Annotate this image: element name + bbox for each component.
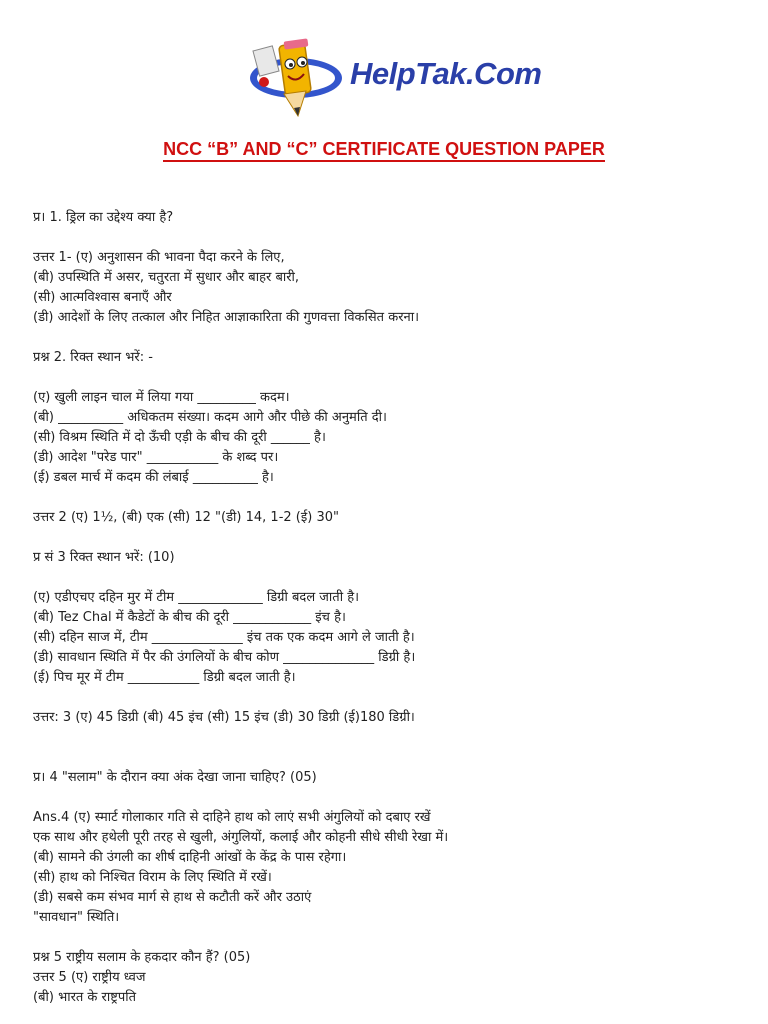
answer-4-line: (बी) सामने की उंगली का शीर्ष दाहिनी आंखों के केंद्र के पास रहेगा। [33,850,347,865]
answer-1-line: (सी) आत्मविश्वास बनाएँ और [33,290,172,305]
answer-2: उत्तर 2 (ए) 1½, (बी) एक (सी) 12 "(डी) 14, 1-2 (ई) 30" [33,510,339,525]
question-3-item: (ए) एडीएचए दहिन मुर में टीम _____________ डिग्री बदल जाती है। [33,590,360,605]
answer-4-line: "सावधान" स्थिति। [33,910,120,925]
answer-4-line: (डी) सबसे कम संभव मार्ग से हाथ से कटौती करें और उठाएं [33,890,312,905]
answer-4-line: Ans.4 (ए) स्मार्ट गोलाकार गति से दाहिने हाथ को लाएं सभी अंगुलियों को दबाए रखें [33,810,431,825]
answer-4-line: एक साथ और हथेली पूरी तरह से खुली, अंगुलियों, कलाई और कोहनी सीधे सीधी रेखा में। [33,830,449,845]
question-5: प्रश्न 5 राष्ट्रीय सलाम के हकदार कौन हैं? (05) [33,950,251,965]
answer-1-line: (डी) आदेशों के लिए तत्काल और निहित आज्ञाकारिता की गुणवत्ता विकसित करना। [33,310,420,325]
question-2-item: (बी) __________ अधिकतम संख्या। कदम आगे और पीछे की अनुमति दी। [33,410,387,425]
helptak-logo [246,38,546,122]
question-3-item: (डी) सावधान स्थिति में पैर की उंगलियों के बीच कोण ______________ डिग्री है। [33,650,416,665]
answer-1-line: उत्तर 1- (ए) अनुशासन की भावना पैदा करने के लिए, [33,250,285,265]
question-3-item: (सी) दहिन साज में, टीम ______________ इंच तक एक कदम आगे ले जाती है। [33,630,415,645]
page-title-text: NCC “B” AND “C” CERTIFICATE QUESTION PAPER [163,139,605,162]
question-2-item: (ई) डबल मार्च में कदम की लंबाई __________ है। [33,470,274,485]
answer-4-line: (सी) हाथ को निश्चित विराम के लिए स्थिति में रखें। [33,870,272,885]
question-2-item: (सी) विश्रम स्थिति में दो ऊँची एड़ी के बीच की दूरी ______ है। [33,430,326,445]
pencil-mascot-icon [246,38,356,122]
question-2: प्रश्न 2. रिक्त स्थान भरें: - [33,350,153,365]
question-4: प्र। 4 "सलाम" के दौरान क्या अंक देखा जाना चाहिए? (05) [33,770,317,785]
question-3-item: (बी) Tez Chal में कैडेटों के बीच की दूरी ____________ इंच है। [33,610,346,625]
logo-text: HelpTak.Com [350,56,542,91]
question-1: प्र। 1. ड्रिल का उद्देश्य क्या है? [33,210,174,225]
answer-5-line: (बी) भारत के राष्ट्रपति [33,990,136,1005]
question-2-item: (डी) आदेश "परेड पार" ___________ के शब्द पर। [33,450,279,465]
question-2-item: (ए) खुली लाइन चाल में लिया गया _________ कदम। [33,390,290,405]
document-body [33,208,748,1008]
page-title [0,139,768,160]
answer-1-line: (बी) उपस्थिति में असर, चतुरता में सुधार और बाहर बारी, [33,270,300,285]
answer-3: उत्तर: 3 (ए) 45 डिग्री (बी) 45 इंच (सी) 15 इंच (डी) 30 डिग्री (ई)180 डिग्री। [33,710,415,725]
question-3: प्र सं 3 रिक्त स्थान भरें: (10) [33,550,175,565]
answer-5-line: उत्तर 5 (ए) राष्ट्रीय ध्वज [33,970,146,985]
question-3-item: (ई) पिच मूर में टीम ___________ डिग्री बदल जाती है। [33,670,296,685]
